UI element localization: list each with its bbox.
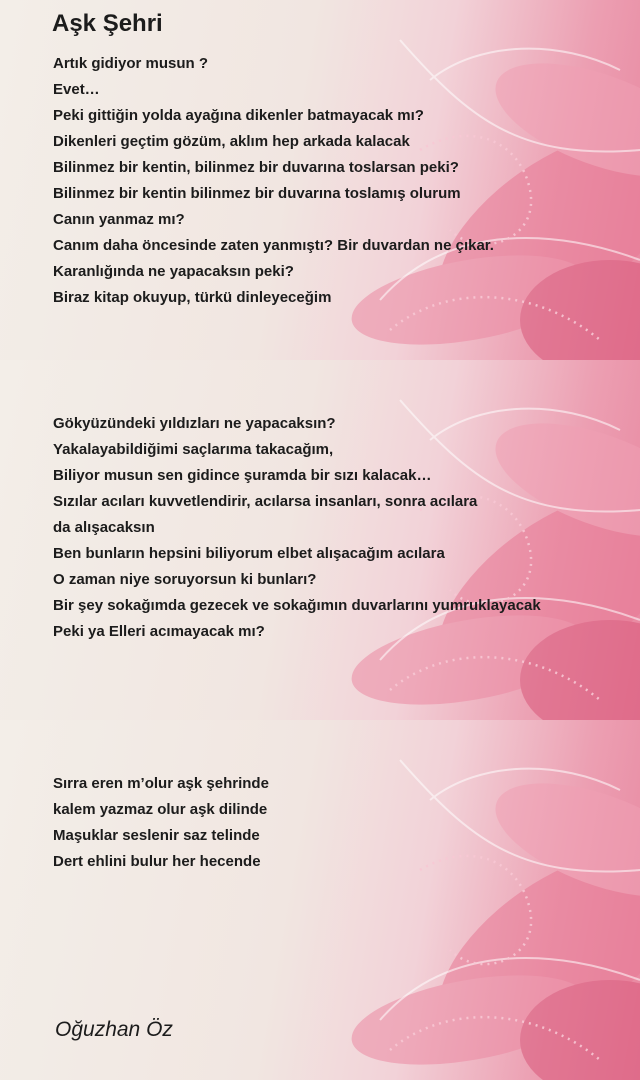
poem-line: O zaman niye soruyorsun ki bunları?: [53, 571, 317, 588]
poem-line: Yakalayabildiğimi saçlarıma takacağım,: [53, 441, 334, 458]
poem-line: Peki ya Elleri acımayacak mı?: [53, 623, 265, 640]
poem-line: Canın yanmaz mı?: [53, 211, 185, 228]
poem-title: Aşk Şehri: [52, 10, 163, 37]
poem-line: Bilinmez bir kentin bilinmez bir duvarına toslamış olurum: [53, 185, 461, 202]
poem-line: da alışacaksın: [53, 519, 155, 536]
poem-line: Gökyüzündeki yıldızları ne yapacaksın?: [53, 415, 336, 432]
poem-line: Evet…: [53, 81, 100, 98]
poem-line: Artık gidiyor musun ?: [53, 55, 209, 72]
poem-line: Dert ehlini bulur her hecende: [53, 853, 261, 870]
poem-line: Biraz kitap okuyup, türkü dinleyeceğim: [53, 289, 332, 306]
poem-line: Biliyor musun sen gidince şuramda bir sızı kalacak…: [53, 467, 432, 484]
poem-line: Sızılar acıları kuvvetlendirir, acılarsa insanları, sonra acılara: [53, 493, 478, 510]
poem-line: Bilinmez bir kentin, bilinmez bir duvarına toslarsan peki?: [53, 159, 459, 176]
poem-author: Oğuzhan Öz: [55, 1018, 173, 1041]
poem-line: Dikenleri geçtim gözüm, aklım hep arkada kalacak: [53, 133, 410, 150]
poem-line: Sırra eren m’olur aşk şehrinde: [53, 775, 269, 792]
poem-line: Canım daha öncesinde zaten yanmıştı? Bir duvardan ne çıkar.: [53, 237, 494, 254]
poem-line: Karanlığında ne yapacaksın peki?: [53, 263, 294, 280]
poem-line: Bir şey sokağımda gezecek ve sokağımın duvarlarını yumruklayacak: [53, 597, 541, 614]
stanza-1: [53, 51, 494, 311]
stanza-2: [53, 411, 541, 645]
poem-line: Maşuklar seslenir saz telinde: [53, 827, 260, 844]
poem-line: kalem yazmaz olur aşk dilinde: [53, 801, 268, 818]
stanza-3: [53, 771, 269, 875]
poem-line: Ben bunların hepsini biliyorum elbet alışacağım acılara: [53, 545, 445, 562]
poem-line: Peki gittiğin yolda ayağına dikenler batmayacak mı?: [53, 107, 424, 124]
